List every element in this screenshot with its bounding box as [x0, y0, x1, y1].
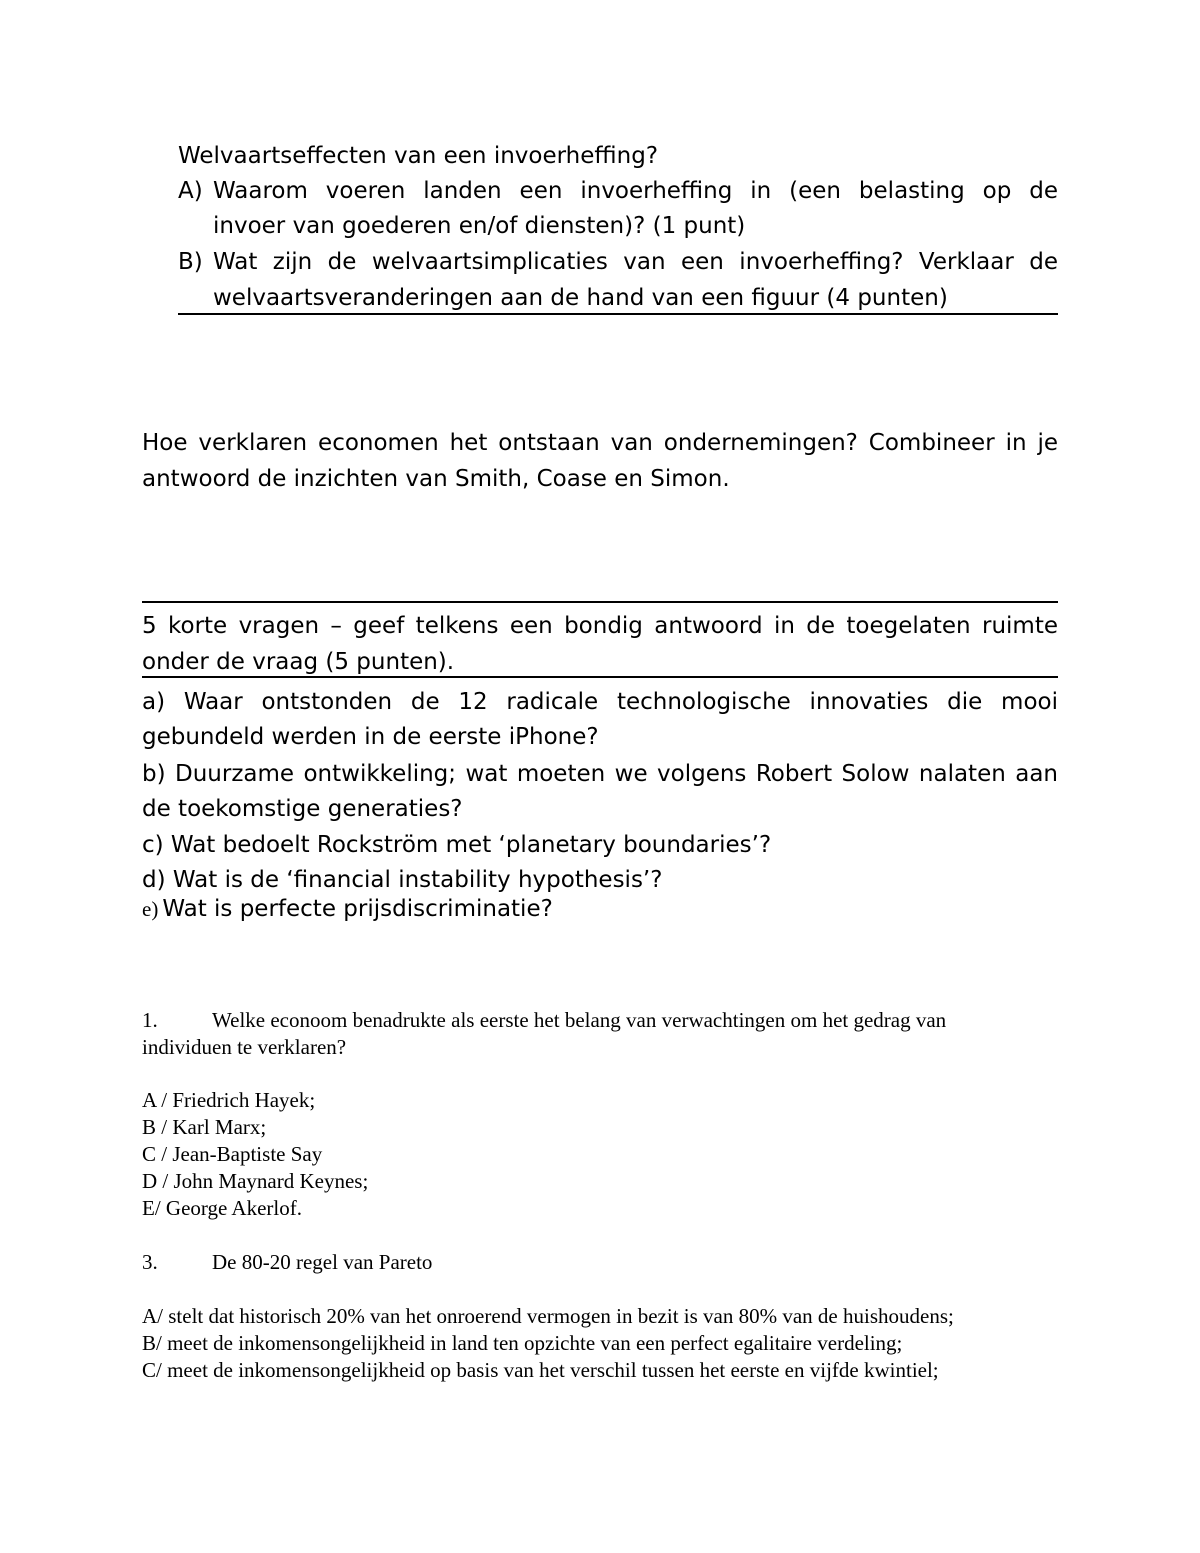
option-a-line2: invoer van goederen en/of diensten)? (1 punt)	[213, 213, 746, 239]
option-b-line2: welvaartsveranderingen aan de hand van een figuur (4 punten)	[213, 285, 948, 311]
mc-option: A/ stelt dat historisch 20% van het onroerend vermogen in bezit is van 80% van de huishoudens;	[142, 1304, 954, 1328]
option-b-line1: Wat zijn de welvaartsimplicaties van een invoerheffing? Verklaar de	[213, 249, 1058, 275]
short-question-b-line1: b) Duurzame ontwikkeling; wat moeten we volgens Robert Solow nalaten aan	[142, 761, 1058, 787]
option-label-b: B)	[178, 249, 203, 275]
mc-question-text: De 80-20 regel van Pareto	[212, 1250, 433, 1274]
mc-option: C / Jean-Baptiste Say	[142, 1142, 323, 1166]
essay-question-line2: antwoord de inzichten van Smith, Coase en Simon.	[142, 466, 730, 492]
essay-question-line1: Hoe verklaren economen het ontstaan van ondernemingen? Combineer in je	[142, 430, 1058, 456]
mc-option: A / Friedrich Hayek;	[142, 1088, 316, 1112]
short-question-c: c) Wat bedoelt Rockström met ‘planetary boundaries’?	[142, 832, 772, 858]
short-question-b-line2: de toekomstige generaties?	[142, 796, 463, 822]
mc-question-line1: Welke econoom benadrukte als eerste het belang van verwachtingen om het gedrag van	[212, 1008, 947, 1032]
divider-rule	[178, 313, 1058, 315]
option-a-line1: Waarom voeren landen een invoerheffing in (een belasting op de	[213, 178, 1058, 204]
short-question-e	[142, 896, 553, 922]
short-questions-heading-line1: 5 korte vragen – geef telkens een bondig antwoord in de toegelaten ruimte	[142, 613, 1058, 639]
question-title: Welvaartseffecten van een invoerheffing?	[178, 143, 659, 169]
divider-rule	[142, 601, 1058, 603]
mc-option: C/ meet de inkomensongelijkheid op basis van het verschil tussen het eerste en vijfde kwintiel;	[142, 1358, 939, 1382]
divider-rule	[142, 676, 1058, 678]
mc-option: B / Karl Marx;	[142, 1115, 267, 1139]
short-question-a-line2: gebundeld werden in de eerste iPhone?	[142, 724, 599, 750]
mc-option: E/ George Akerlof.	[142, 1196, 302, 1220]
short-question-a-line1: a) Waar ontstonden de 12 radicale technologische innovaties die mooi	[142, 689, 1058, 715]
short-questions-heading-line2: onder de vraag (5 punten).	[142, 649, 455, 675]
mc-question-number: 3.	[142, 1250, 158, 1274]
option-label-a: A)	[178, 178, 203, 204]
mc-question-line2: individuen te verklaren?	[142, 1035, 347, 1059]
mc-option: B/ meet de inkomensongelijkheid in land ten opzichte van een perfect egalitaire verdeling;	[142, 1331, 903, 1355]
mc-question-number: 1.	[142, 1008, 158, 1032]
short-question-e-text: Wat is perfecte prijsdiscriminatie?	[162, 896, 553, 922]
short-question-d: d) Wat is de ‘financial instability hypothesis’?	[142, 867, 663, 893]
mc-option: D / John Maynard Keynes;	[142, 1169, 369, 1193]
short-question-e-prefix: e)	[142, 897, 159, 921]
